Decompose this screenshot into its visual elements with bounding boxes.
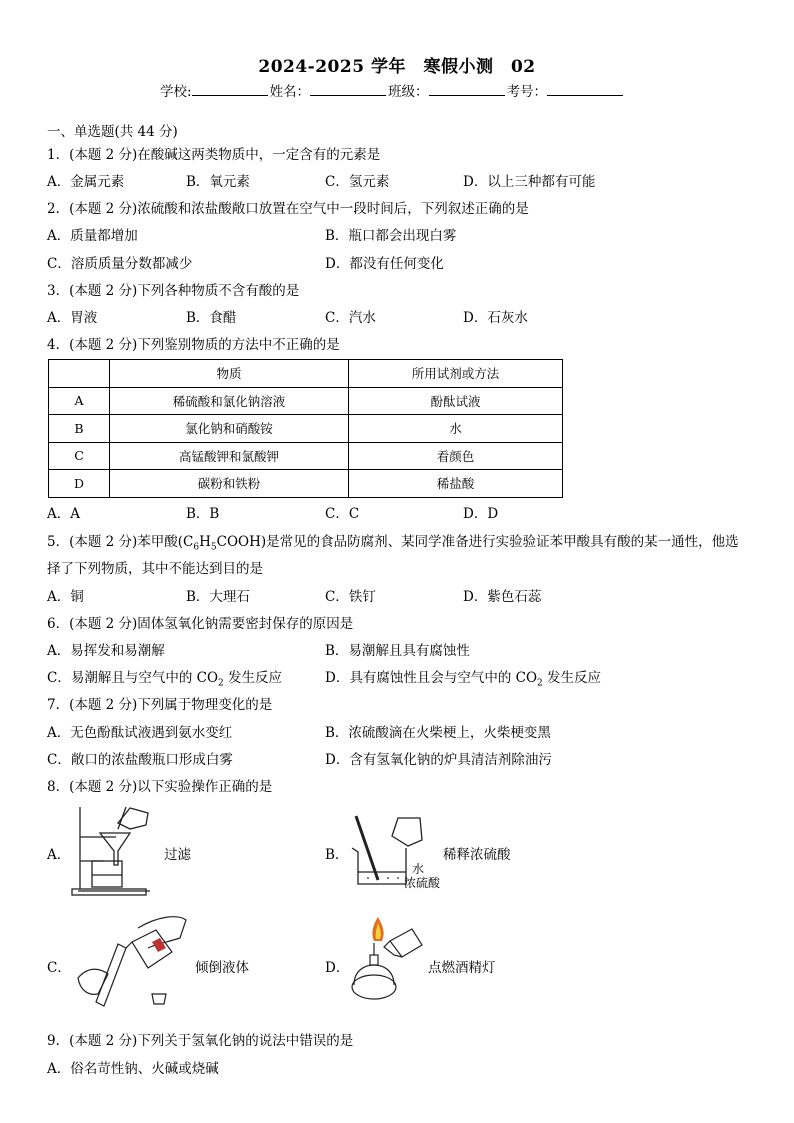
q4-option-c: C．C [325, 506, 360, 522]
table-header-row [49, 360, 563, 388]
q1-option-b: B．氧元素 [186, 174, 250, 190]
pouring-figure [68, 908, 193, 1013]
q1-stem: 1．(本题 2 分)在酸碱这两类物质中，一定含有的元素是 [47, 147, 381, 163]
table-cell: 酚酞试液 [349, 387, 563, 415]
q8-stem: 8．(本题 2 分)以下实验操作正确的是 [47, 779, 273, 795]
q2-option-c: C．溶质质量分数都减少 [47, 256, 193, 272]
q3-option-a: A．胃液 [47, 310, 98, 326]
q4-table [48, 359, 563, 498]
lamp-label: 点燃酒精灯 [428, 960, 496, 976]
q5-option-a: A．铜 [47, 589, 84, 605]
student-info-row [160, 80, 625, 100]
table-cell: 高锰酸钾和氯酸钾 [110, 442, 349, 470]
q8-option-b: B． [325, 847, 349, 863]
filtration-label: 过滤 [164, 847, 191, 863]
q5-stem [47, 530, 739, 553]
school-label: 学校: [160, 84, 192, 100]
dilution-label: 稀释浓硫酸 [443, 847, 511, 863]
q5-option-b: B．大理石 [186, 589, 250, 605]
table-cell: 水 [349, 415, 563, 443]
name-blank [310, 83, 386, 96]
table-cell: 稀盐酸 [349, 470, 563, 498]
table-header-cell [49, 360, 110, 388]
table-header-cell: 所用试剂或方法 [349, 360, 563, 388]
q5-subscript: 5 [210, 542, 217, 553]
q7-option-b: B．浓硫酸滴在火柴梗上，火柴梗变黑 [325, 725, 551, 741]
q6-d-text: 发生反应 [542, 670, 602, 686]
q5-option-d: D．紫色石蕊 [463, 589, 542, 605]
q6-c-text: 发生反应 [223, 670, 283, 686]
number-label: 考号： [506, 84, 548, 100]
q4-option-a: A．A [47, 506, 80, 522]
table-row [49, 442, 563, 470]
q5-stem-part: COOH)是常见的食品防腐剂、某同学准备进行实验验证苯甲酸具有酸的某一通性，他选 [216, 534, 739, 550]
q4-option-d: D．D [463, 506, 499, 522]
q2-option-b: B．瓶口都会出现白雾 [325, 228, 457, 244]
q6-d-subscript: 2 [537, 678, 543, 689]
q6-option-c [47, 666, 282, 689]
q8-option-a: A． [47, 847, 71, 863]
q3-option-b: B．食醋 [186, 310, 237, 326]
q6-stem: 6．(本题 2 分)固体氢氧化钠需要密封保存的原因是 [47, 616, 354, 632]
table-cell: C [49, 442, 110, 470]
q9-stem: 9．(本题 2 分)下列关于氢氧化钠的说法中错误的是 [47, 1033, 354, 1049]
table-row [49, 470, 563, 498]
table-cell: 稀硫酸和氯化钠溶液 [110, 387, 349, 415]
q5-option-c: C．铁钉 [325, 589, 376, 605]
table-row [49, 387, 563, 415]
table-cell: 看颜色 [349, 442, 563, 470]
table-row [49, 415, 563, 443]
q6-option-b: B．易潮解且具有腐蚀性 [325, 643, 470, 659]
section-heading: 一、单选题(共 44 分) [47, 124, 178, 140]
q9-option-a: A．俗名苛性钠、火碱或烧碱 [47, 1061, 219, 1077]
table-cell: D [49, 470, 110, 498]
table-header-cell: 物质 [110, 360, 349, 388]
number-blank [547, 83, 623, 96]
q1-option-d: D．以上三种都有可能 [463, 174, 596, 190]
q3-stem: 3．(本题 2 分)下列各种物质不含有酸的是 [47, 283, 300, 299]
q8-option-c: C． [47, 960, 71, 976]
school-blank [192, 83, 268, 96]
alcohol-lamp-figure [346, 915, 426, 1007]
table-cell: 氯化钠和硝酸铵 [110, 415, 349, 443]
q1-option-a: A．金属元素 [47, 174, 125, 190]
q1-option-c: C．氢元素 [325, 174, 390, 190]
class-label: 班级： [388, 84, 429, 100]
q6-d-text: D．具有腐蚀性且会与空气中的 CO [325, 670, 538, 686]
q7-stem: 7．(本题 2 分)下列属于物理变化的是 [47, 697, 273, 713]
q3-option-d: D．石灰水 [463, 310, 528, 326]
q3-option-c: C．汽水 [325, 310, 376, 326]
q4-option-b: B．B [186, 506, 220, 522]
acid-label: 浓硫酸 [404, 876, 441, 890]
q4-stem: 4．(本题 2 分)下列鉴别物质的方法中不正确的是 [47, 337, 340, 353]
class-blank [429, 83, 505, 96]
q5-stem-part: 5．(本题 2 分)苯甲酸(C [47, 534, 194, 550]
water-label: 水 [412, 862, 425, 876]
table-cell: B [49, 415, 110, 443]
table-cell: 碳粉和铁粉 [110, 470, 349, 498]
q6-c-text: C．易潮解且与空气中的 CO [47, 670, 219, 686]
q2-option-d: D．都没有任何变化 [325, 256, 444, 272]
q8-option-d: D． [325, 960, 350, 976]
filtration-figure [68, 803, 158, 898]
page-title: 2024-2025 学年 寒假小测 02 [258, 57, 536, 77]
q6-option-d [325, 666, 601, 689]
q7-option-c: C．敞口的浓盐酸瓶口形成白雾 [47, 752, 233, 768]
q5-stem-line2: 择了下列物质，其中不能达到目的是 [47, 561, 263, 577]
q5-stem-part: H [199, 534, 211, 550]
name-label: 姓名： [269, 84, 311, 100]
q6-c-subscript: 2 [218, 678, 224, 689]
q2-option-a: A．质量都增加 [47, 228, 138, 244]
q7-option-d: D．含有氢氧化钠的炉具清洁剂除油污 [325, 752, 552, 768]
q6-option-a: A．易挥发和易潮解 [47, 643, 165, 659]
q5-subscript: 6 [193, 542, 200, 553]
table-cell: A [49, 387, 110, 415]
pouring-label: 倾倒液体 [195, 960, 249, 976]
q2-stem: 2．(本题 2 分)浓硫酸和浓盐酸敞口放置在空气中一段时间后，下列叙述正确的是 [47, 201, 529, 217]
q7-option-a: A．无色酚酞试液遇到氨水变红 [47, 725, 233, 741]
